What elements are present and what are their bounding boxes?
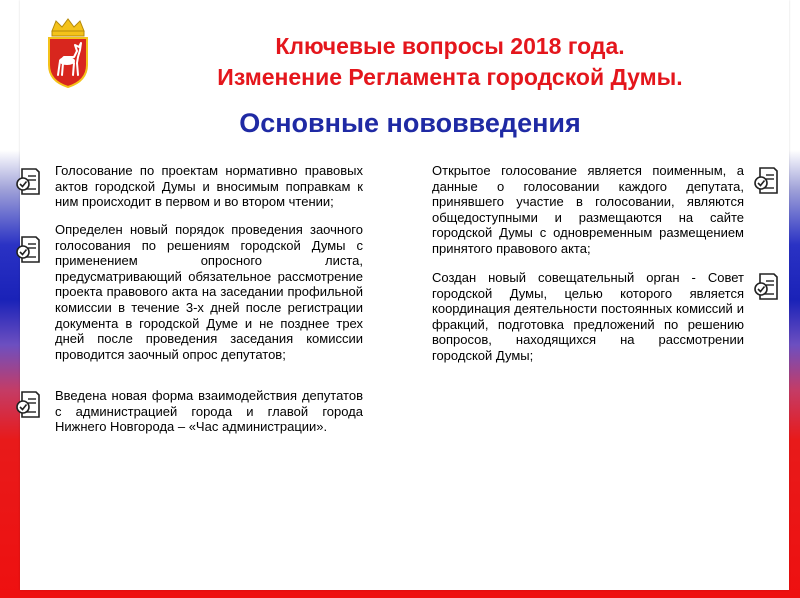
subtitle: Основные нововведения [239,108,581,138]
right-item-1: Открытое голосование является поименным, а данные о голосовании каждого депутата, принявшего участие в голосовании, являются общедоступными и размещаются на сайте городской Думы с одновременным размещением принятого правового акта; [432,163,744,256]
document-checklist-icon [16,167,42,197]
document-checklist-icon [16,390,42,420]
title-line-1: Ключевые вопросы 2018 года. [275,33,625,59]
title-line-2: Изменение Регламента городской Думы. [217,64,683,90]
document-checklist-icon [16,235,42,265]
left-item-2: Определен новый порядок проведения заочного голосования по решениям городской Думы с применением опросного листа, предусматривающий обязательное рассмотрение проекта правового акта на заседании профильной комиссии в течение 3-х дней после регистрации документа в городской Думе и не позднее трех дней после проведения заседания комиссии проводится заочный опрос депутатов; [55,222,363,362]
left-item-1: Голосование по проектам нормативно правовых актов городской Думы и вносимым поправкам к ним происходит в первом и во втором чтении; [55,163,363,210]
coat-of-arms-icon [44,17,92,89]
document-checklist-icon [754,272,780,302]
left-item-3: Введена новая форма взаимодействия депутатов с администрацией города и главой города Нижнего Новгорода – «Час администрации». [55,388,363,435]
slide [20,0,789,590]
right-item-2: Создан новый совещательный орган - Совет городской Думы, целью которого является координация деятельности постоянных комиссий и фракций, подготовка предложений по решению вопросов, находящихся на рассмотрении городской Думы; [432,270,744,363]
document-checklist-icon [754,166,780,196]
